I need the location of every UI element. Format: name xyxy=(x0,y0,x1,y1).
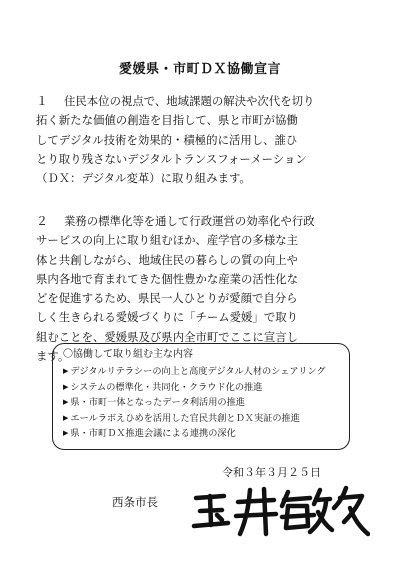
item-line: どを促進するため、県民一人ひとりが愛顔で自分ら xyxy=(36,291,298,306)
item-text xyxy=(36,92,366,188)
list-item xyxy=(63,411,341,427)
item-line: 業務の標準化等を通して行政運営の効率化や行政 xyxy=(64,214,315,228)
declaration-date: 令和３年３月２５日 xyxy=(222,466,321,479)
item-line: サービスの向上に取り組むほか、産学官の多様な主 xyxy=(36,233,298,248)
list-item xyxy=(63,426,341,442)
initiatives-box xyxy=(52,343,350,450)
triangle-bullet-icon: ▶ xyxy=(63,382,69,391)
item-number: １ xyxy=(36,94,49,108)
handwritten-signature xyxy=(190,480,370,540)
document-title: 愛媛県・市町ＤＸ協働宣言 xyxy=(118,62,281,77)
box-heading: 〇協働して取り組む主な内容 xyxy=(63,349,193,360)
list-item-text: エールラボえひめを活用した官民共創とＤＸ実証の推進 xyxy=(70,412,300,424)
triangle-bullet-icon: ▶ xyxy=(63,429,69,437)
signer-title: 西条市長 xyxy=(112,495,158,509)
item-line: （ＤＸ：デジタル変革）に取り組みます。 xyxy=(36,171,251,186)
item-line: しく生きられる愛媛づくりに「チーム愛媛」で取り xyxy=(36,310,298,325)
declaration-item-1 xyxy=(36,92,366,188)
item-line: 組むことを、愛媛県及び県内全市町でここに宣言し xyxy=(36,329,298,344)
list-item-text: 県・市町一体となったデータ利活用の推進 xyxy=(70,397,245,408)
triangle-bullet-icon: ▶ xyxy=(63,367,69,375)
item-line: 県内各地で育まれてきた個性豊かな産業の活性化な xyxy=(36,271,298,286)
item-line: 住民本位の視点で、地域課題の解決や次代を切り xyxy=(64,94,315,108)
list-item xyxy=(63,364,341,380)
list-item-text: デジタルリテラシーの向上と高度デジタル人材のシェアリング xyxy=(70,366,326,377)
item-number: ２ xyxy=(36,214,49,228)
item-line: してデジタル技術を効果的・積極的に活用し、誰ひ xyxy=(36,132,298,147)
list-item xyxy=(63,395,341,411)
triangle-bullet-icon: ▶ xyxy=(63,413,69,422)
list-item-text: システムの標準化・共同化・クラウド化の推進 xyxy=(70,381,263,393)
triangle-bullet-icon: ▶ xyxy=(63,398,69,406)
list-item xyxy=(63,380,341,396)
item-line: ます。 xyxy=(36,349,70,364)
initiatives-list xyxy=(63,364,341,442)
item-line: 体と共創しながら、地域住民の暮らしの質の向上や xyxy=(36,252,298,267)
list-item-text: 県・市町ＤＸ推進会議による連携の深化 xyxy=(70,428,236,439)
item-line: とり取り残さないデジタルトランスフォーメーション xyxy=(36,151,307,166)
item-line: 拓く新たな価値の創造を目指して、県と市町が協働 xyxy=(36,113,298,128)
